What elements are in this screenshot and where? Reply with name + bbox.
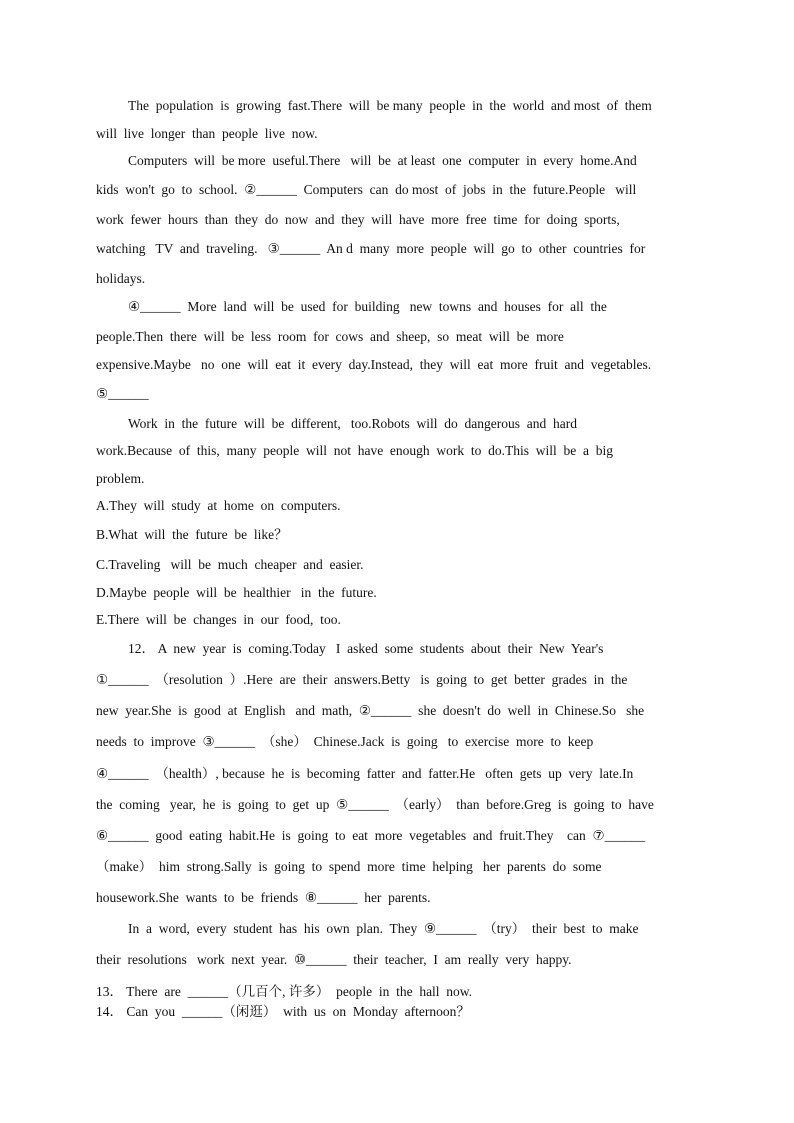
question-12-line: needs to improve ③______ （she） Chinese.Jack is going to exercise more to keep bbox=[96, 734, 594, 749]
question-13: 13． There are ______（几百个, 许多） people in the hall now. bbox=[96, 984, 473, 999]
question-12-line: housework.She wants to be friends ⑧______ her parents. bbox=[96, 890, 431, 905]
passage-line: work.Because of this, many people will not have enough work to do.This will be a big bbox=[96, 443, 614, 458]
passage-line: watching TV and traveling. ③______ An d many more people will go to other countries for bbox=[96, 241, 646, 256]
passage-line: Work in the future will be different, too.Robots will do dangerous and hard bbox=[128, 416, 577, 431]
question-12-line: new year.She is good at English and math, ②______ she doesn't do well in Chinese.So she bbox=[96, 703, 645, 718]
passage-line: ④______ More land will be used for building new towns and houses for all the bbox=[128, 299, 607, 314]
option-d: D.Maybe people will be healthier in the future. bbox=[96, 585, 377, 600]
option-e: E.There will be changes in our food, too. bbox=[96, 612, 341, 627]
option-c: C.Traveling will be much cheaper and easier. bbox=[96, 557, 364, 572]
passage-line: will live longer than people live now. bbox=[96, 126, 318, 141]
passage-line: people.Then there will be less room for cows and sheep, so meat will be more bbox=[96, 329, 564, 344]
question-12-line: In a word, every student has his own plan. They ⑨______ （try） their best to make bbox=[128, 921, 639, 936]
option-b: B.What will the future be like？ bbox=[96, 527, 288, 542]
question-12-line: their resolutions work next year. ⑩______ their teacher, I am really very happy. bbox=[96, 952, 572, 967]
passage-line: problem. bbox=[96, 471, 145, 486]
passage-line: ⑤______ bbox=[96, 386, 149, 401]
passage-line: Computers will be more useful.There will be at least one computer in every home.And bbox=[128, 153, 637, 168]
passage-line: holidays. bbox=[96, 271, 146, 286]
question-12-line: 12． A new year is coming.Today I asked some students about their New Year's bbox=[128, 641, 604, 656]
question-12-line: ⑥______ good eating habit.He is going to eat more vegetables and fruit.They can ⑦______ bbox=[96, 828, 646, 843]
question-12-line: the coming year, he is going to get up ⑤______ （early） than before.Greg is going to have bbox=[96, 797, 654, 812]
question-14: 14． Can you ______（闲逛） with us on Monday afternoon？ bbox=[96, 1004, 470, 1019]
option-a: A.They will study at home on computers. bbox=[96, 498, 341, 513]
passage-line: expensive.Maybe no one will eat it every day.Instead, they will eat more fruit and vegetables. bbox=[96, 357, 652, 372]
passage-line: work fewer hours than they do now and they will have more free time for doing sports, bbox=[96, 212, 620, 227]
passage-line: kids won't go to school. ②______ Computers can do most of jobs in the future.People will bbox=[96, 182, 637, 197]
question-12-line: ④______ （health）, because he is becoming fatter and fatter.He often gets up very late.In bbox=[96, 766, 634, 781]
question-12-line: （make） him strong.Sally is going to spend more time helping her parents do some bbox=[96, 859, 602, 874]
question-12-line: ①______ （resolution ）.Here are their answers.Betty is going to get better grades in the bbox=[96, 672, 628, 687]
passage-line: The population is growing fast.There will be many people in the world and most of them bbox=[128, 98, 652, 113]
